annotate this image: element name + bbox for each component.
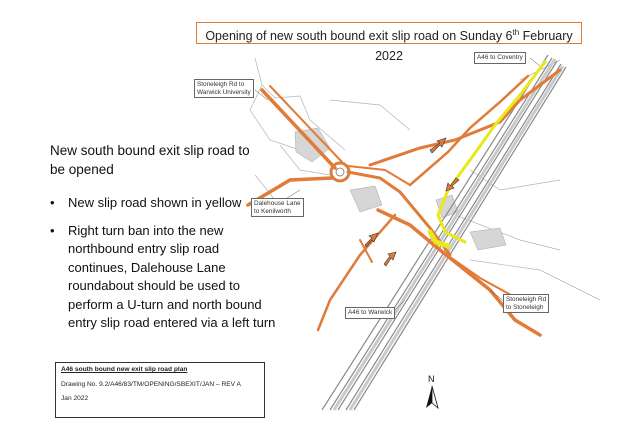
bullet-text: New slip road shown in yellow [68, 195, 242, 210]
north-label: N [428, 374, 435, 384]
label-text: A46 to Coventry [477, 54, 523, 61]
arrow-marker [446, 178, 459, 191]
label-line: to Kenilworth [254, 207, 291, 215]
heading-text: New south bound exit slip road to be opened [50, 143, 250, 177]
label-line: Warwick University [197, 88, 251, 96]
label-stoneleigh [503, 294, 549, 313]
label-dalehouse-kenilworth [251, 198, 304, 217]
title-suffix: February 2022 [375, 29, 573, 64]
label-line: Stoneleigh Rd [506, 296, 547, 303]
north-arrow-icon [418, 372, 448, 414]
label-line: Stoneleigh Rd to [197, 81, 245, 88]
label-text: A46 to Warwick [348, 309, 393, 316]
arrow-marker [365, 233, 378, 247]
dalehouse-roundabout [331, 163, 349, 181]
label-line: to Stoneleigh [506, 303, 544, 311]
bullet-text: Right turn ban into the new northbound entry slip road continues, Dalehouse Lane roundabout should be used to perform a U-turn and north bound entry slip road entered via a left turn [68, 222, 276, 330]
bullet-dot: • [50, 222, 55, 238]
arrow-marker [384, 252, 396, 266]
label-line: Dalehouse Lane [254, 200, 301, 207]
label-a46-warwick [345, 307, 395, 319]
title-sup: th [512, 28, 520, 37]
label-stoneleigh-warwick-univ [194, 79, 254, 98]
north-arrow [418, 372, 448, 414]
bullet-dot: • [50, 195, 55, 210]
info-box-title: A46 south bound new exit slip road plan [61, 366, 188, 373]
drawing-date: Jan 2022 [61, 395, 89, 402]
drawing-number: Drawing No. 9.2/A46/83/TM/OPENING/SBEXIT/JAN – REV A [61, 381, 241, 388]
label-a46-coventry [474, 52, 526, 64]
title-prefix: Opening of new south bound exit slip road on Sunday 6 [205, 29, 513, 44]
drawing-info-box [55, 362, 265, 418]
